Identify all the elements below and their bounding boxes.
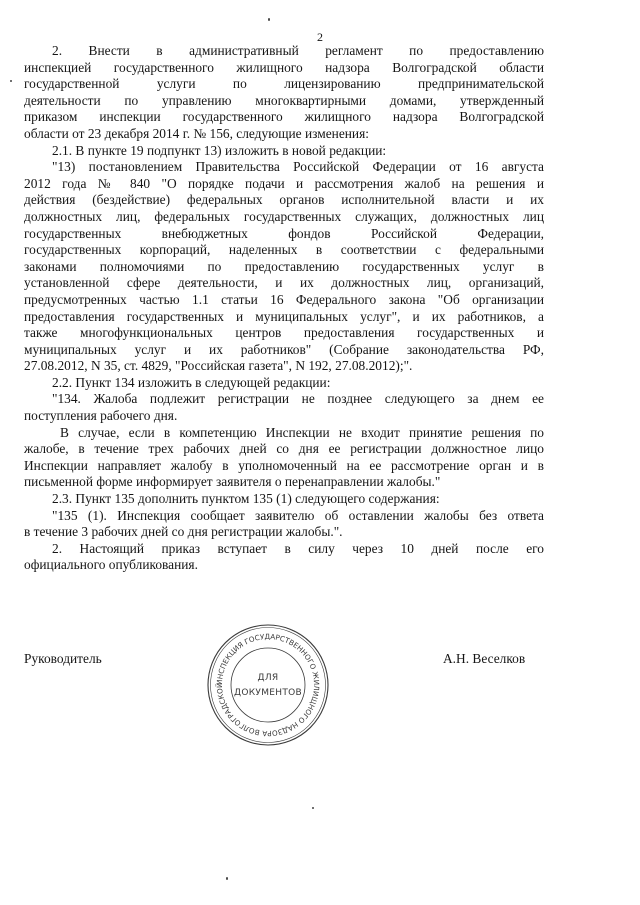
text-line: письменной форме информирует заявителя о перенаправлении жалобы." bbox=[24, 474, 441, 490]
paragraph-subitem-13 bbox=[24, 159, 544, 375]
text-line: В случае, если в компетенцию Инспекции не входит принятие решения по bbox=[60, 424, 544, 440]
text-line: 2. Внести в административный регламент по предоставлению bbox=[52, 43, 544, 58]
text-line: "135 (1). Инспекция сообщает заявителю об оставлении жалобы без ответа bbox=[52, 507, 544, 523]
text-line: 2.3. Пункт 135 дополнить пунктом 135 (1) следующего содержания: bbox=[52, 491, 440, 507]
text-line: государственных внебюджетных фондов Российской Федерации, bbox=[24, 225, 544, 241]
paragraph-point-135-1 bbox=[24, 508, 544, 541]
paragraph-point-134 bbox=[24, 391, 544, 424]
stamp-ring-text: ИНСПЕКЦИЯ ГОСУДАРСТВЕННОГО ЖИЛИЩНОГО НАДЗОРА ВОЛГОГРАДСКОЙ bbox=[214, 631, 322, 739]
text-line: 2.1. В пункте 19 подпункт 13) изложить в новой редакции: bbox=[52, 142, 387, 158]
signatory-title: Руководитель bbox=[24, 651, 102, 666]
text-line: инспекцией государственного жилищного надзора Волгоградской области bbox=[24, 59, 544, 75]
text-line: 2. Настоящий приказ вступает в силу через 10 дней после его bbox=[52, 540, 544, 556]
scan-speck bbox=[312, 807, 314, 809]
scan-speck bbox=[226, 877, 228, 880]
text-line: законами полномочиями по предоставлению государственных услуг в bbox=[24, 258, 544, 274]
text-line: 2.2. Пункт 134 изложить в следующей редакции: bbox=[52, 374, 331, 390]
document-body bbox=[24, 43, 544, 574]
stamp-center-line-2: ДОКУМЕНТОВ bbox=[234, 688, 302, 698]
text-line: "13) постановлением Правительства Российской Федерации от 16 августа bbox=[52, 159, 544, 175]
stamp-seal-icon bbox=[205, 622, 331, 748]
text-line: приказом инспекции государственного жилищного надзора Волгоградской bbox=[24, 109, 544, 125]
paragraph-item-2-2 bbox=[24, 375, 544, 392]
text-line: также многофункциональных центров предоставления государственных и bbox=[24, 325, 544, 341]
text-line: государственных корпораций, наделенных в соответствии с федеральными bbox=[24, 242, 544, 258]
text-line: поступления рабочего дня. bbox=[24, 408, 178, 424]
paragraph-effective-date bbox=[24, 541, 544, 574]
text-line: "134. Жалоба подлежит регистрации не позднее следующего за днем ее bbox=[52, 391, 544, 407]
text-line: действия (бездействие) федеральных органов исполнительной власти и их bbox=[24, 192, 544, 208]
paragraph-item-2 bbox=[24, 43, 544, 143]
text-line: 2012 года № 840 "О порядке подачи и рассмотрения жалоб на решения и bbox=[24, 175, 544, 191]
paragraph-point-134-continuation bbox=[24, 425, 544, 491]
official-stamp bbox=[205, 622, 331, 748]
text-line: жалобе, в течение трех рабочих дней со дня ее регистрации должностное лицо bbox=[24, 441, 544, 457]
text-line: в течение 3 рабочих дней со дня регистрации жалобы.". bbox=[24, 524, 343, 540]
text-line: области от 23 декабря 2014 г. № 156, следующие изменения: bbox=[24, 125, 369, 141]
paragraph-item-2-3 bbox=[24, 491, 544, 508]
text-line: государственной услуги по лицензированию предпринимательской bbox=[24, 76, 544, 92]
stamp-center-line-1: ДЛЯ bbox=[257, 673, 279, 683]
text-line: Инспекции направляет жалобу в уполномоченный на ее рассмотрение орган и в bbox=[24, 457, 544, 473]
page-number: 2 bbox=[317, 30, 323, 44]
text-line: установленной сфере деятельности, и их должностных лиц, организаций, bbox=[24, 275, 544, 291]
paragraph-item-2-1 bbox=[24, 143, 544, 160]
scan-speck bbox=[10, 80, 12, 82]
text-line: муниципальных услуг и их работников" (Собрание законодательства РФ, bbox=[24, 341, 544, 357]
signatory-name: А.Н. Веселков bbox=[443, 651, 526, 666]
text-line: предоставления государственных и муниципальных услуг", и их работников, а bbox=[24, 308, 544, 324]
text-line: предусмотренных частью 1.1 статьи 16 Федерального закона "Об организации bbox=[24, 291, 544, 307]
scan-speck bbox=[268, 18, 270, 21]
text-line: официального опубликования. bbox=[24, 557, 198, 573]
text-line: 27.08.2012, N 35, ст. 4829, "Российская газета", N 192, 27.08.2012);". bbox=[24, 358, 413, 374]
text-line: должностных лиц, федеральных государственных служащих, должностных лиц bbox=[24, 208, 544, 224]
text-line: деятельности по управлению многоквартирными домами, утвержденный bbox=[24, 92, 544, 108]
